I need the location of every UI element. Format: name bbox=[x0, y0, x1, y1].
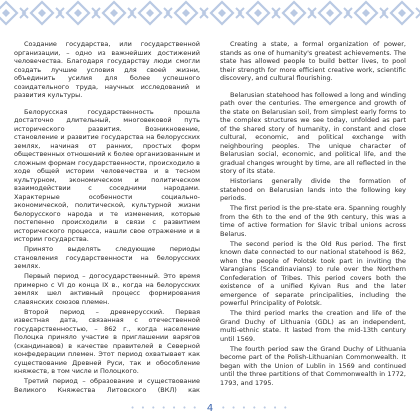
page-footer bbox=[0, 400, 420, 416]
ornament-motif bbox=[167, 2, 205, 24]
ornament-motif bbox=[203, 2, 241, 24]
paragraph: Creating a state, a formal organization of power, stands as one of humanity's greatest achievements. The state has allowed people to build better lives, to pool their strength for more efficient creative work, scientific discovery, and cultural flourishing. bbox=[220, 40, 406, 82]
ornament-motif bbox=[0, 2, 25, 24]
page-number: 4 bbox=[206, 402, 214, 414]
ornament-motif bbox=[311, 2, 349, 24]
ornament-motif bbox=[95, 2, 133, 24]
english-text-column bbox=[220, 40, 406, 394]
paragraph: Создание государства, или государственной организации, – одно из важнейших достижений человечества. Благодаря государству люди смогли создать лучшие условия для своей жизни, объединить усилия для более успешного созидательного труда, научных исследований и развития культуры. bbox=[14, 40, 200, 99]
paragraph: Первый период – догосударственный. Это время примерно с VI до конца IX в., когда на белорусских землях шел активный процесс формирования славянских союзов племен. bbox=[14, 272, 200, 306]
footer-ornament-right: • • • • • • • bbox=[221, 404, 290, 412]
footer-ornament-left: • • • • • • • bbox=[130, 404, 199, 412]
ornament-motif bbox=[59, 2, 97, 24]
ornament-motif bbox=[23, 2, 61, 24]
paragraph: Третий период – образование и существование Великого Княжества Литовского (ВКЛ) как bbox=[14, 377, 200, 394]
paragraph: Второй период – древнерусский. Первая известная дата, связанная с отечественной государственностью, – 862 г., когда население Полоцка приняло участие в приглашении варягов (скандинавов) в качестве правителей в Северной конфедерации племен. Этот период охватывает как существование Древней Руси, так и обособление княжеств, в том числе и Полоцкого. bbox=[14, 307, 200, 375]
page-spread bbox=[14, 40, 406, 394]
paragraph: Белорусская государственность прошла достаточно длительный, многовековой путь исторического развития. Возникновение, становление и развитие государства на белорусских землях, начиная от ранних, простых форм общественных отношений к более организованным и сложным формам государственности, происходило в ходе общей истории человечества и в тесном культурном, экономическом и политическом взаимодействии с соседними народами. Характерные особенности социально-экономической, политической, культурной жизни белорусского народа и те изменения, которые постепенно происходили в связи с развитием исторического процесса, нашли свое отражение и в истории государства. bbox=[14, 107, 200, 243]
paragraph: Historians generally divide the formation of statehood on Belarusian lands into the following key periods. bbox=[220, 177, 406, 202]
paragraph: The third period marks the creation and life of the Grand Duchy of Lithuania (GDL) as an independent, multi-ethnic state. It lasted from the mid-13th century until 1569. bbox=[220, 309, 406, 343]
folk-pattern-icon bbox=[0, 0, 420, 26]
ornament-motif bbox=[383, 2, 420, 24]
paragraph: Belarusian statehood has followed a long and winding path over the centuries. The emergence and growth of the state on Belarusian soil, from simplest early forms to the complex structures we see today, unfolded as part of the shared story of humanity, in constant and close cultural, economic, and political exchange with neighbouring peoples. The unique character of Belarusian social, economic, and political life, and the gradual changes wrought by time, are all reflected in the story of its state. bbox=[220, 90, 406, 175]
ornament-motif bbox=[131, 2, 169, 24]
ornament-motif bbox=[275, 2, 313, 24]
paragraph: The fourth period saw the Grand Duchy of Lithuania become part of the Polish-Lithuanian Commonwealth. It began with the Union of Lublin in 1569 and continued until the three partitions of that Commonwealth in 1772, 1793, and 1795. bbox=[220, 344, 406, 387]
paragraph: The second period is the Old Rus period. The first known date connected to our national statehood is 862, when the people of Polotsk took part in inviting the Varangians (Scandinavians) to rule over the Northern Confederation of Tribes. This period covers both the existence of a unified Kyivan Rus and the later emergence of separate principalities, including the powerful Principality of Polotsk. bbox=[220, 239, 406, 307]
russian-text-column bbox=[14, 40, 200, 394]
paragraph: Принято выделять следующие периоды становления государственности на белорусских землях. bbox=[14, 245, 200, 270]
ornament-motif bbox=[347, 2, 385, 24]
ornament-motif bbox=[239, 2, 277, 24]
paragraph: The first period is the pre-state era. Spanning roughly from the 6th to the end of the 9th century, this was a time of active formation for Slavic tribal unions across Belarus. bbox=[220, 204, 406, 238]
